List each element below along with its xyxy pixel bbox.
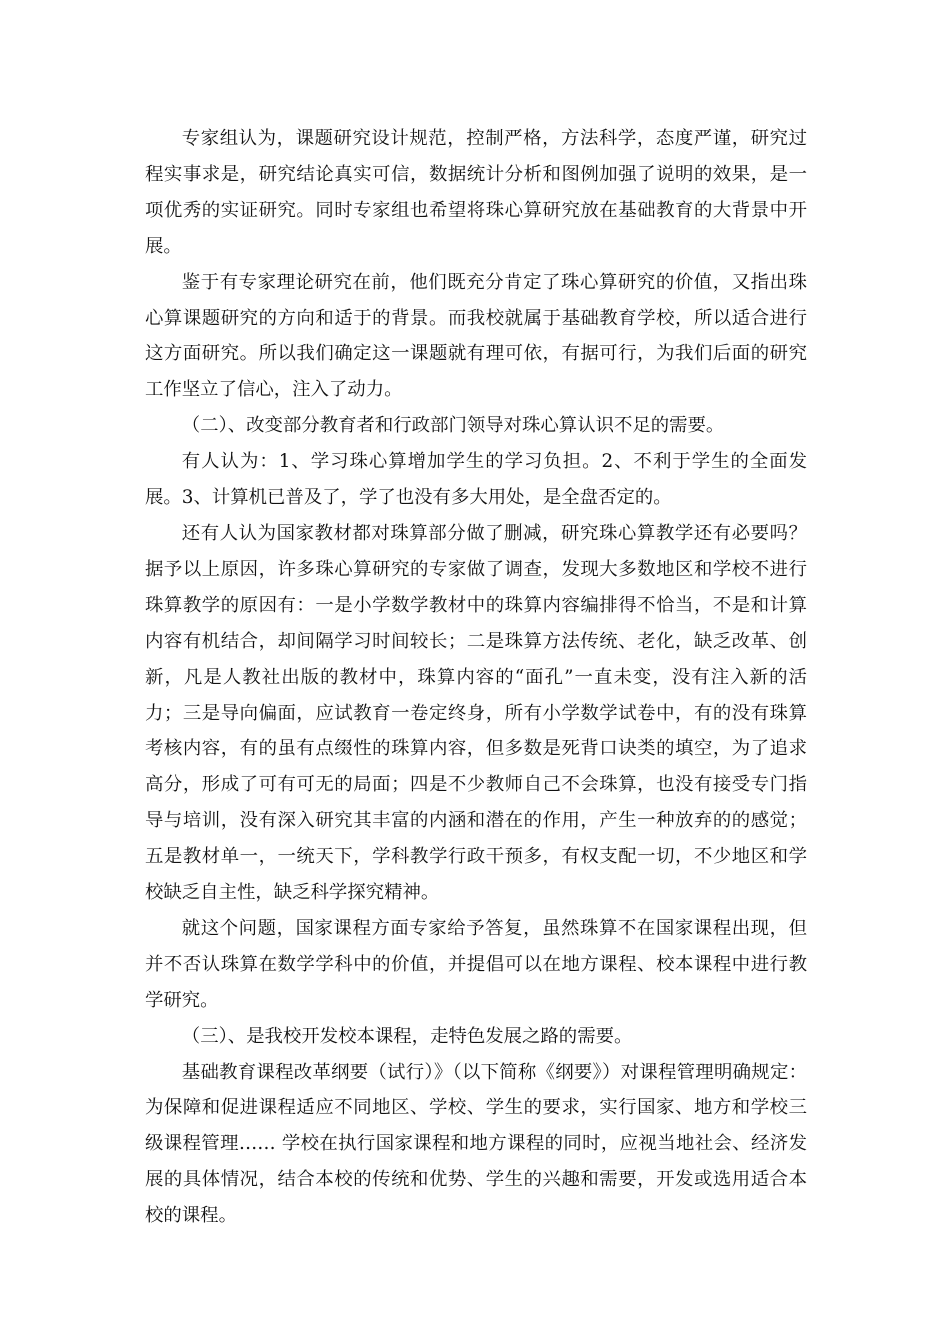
section-heading-2: （二）、改变部分教育者和行政部门领导对珠心算认识不足的需要。 — [181, 415, 725, 437]
paragraph-national-reply: 就这个问题，国家课程方面专家给予答复，虽然珠算不在国家课程出现，但并不否认珠算在数学学科中的价值，并提倡可以在地方课程、校本课程中进行教学研究。 — [145, 917, 807, 1011]
paragraph-curriculum-outline: 基础教育课程改革纲要（试行）》（以下简称《纲要》）对课程管理明确规定：为保障和促进课程适应不同地区、学校、学生的要求，实行国家、地方和学校三级课程管理…… 学校在执行国家课程和地方课程的同时，应视当地社会、经济发展的具体情况，结合本校的传统和优势、学生的兴趣和需要，开发或选用适合本校的课程。 — [145, 1061, 807, 1227]
paragraph-expert-theory: 鉴于有专家理论研究在前，他们既充分肯定了珠心算研究的价值，又指出珠心算课题研究的方向和适于的背景。而我校就属于基础教育学校，所以适合进行这方面研究。所以我们确定这一课题就有理可依，有据可行，为我们后面的研究工作坚立了信心，注入了动力。 — [145, 271, 807, 401]
section-heading-3: （三）、是我校开发校本课程，走特色发展之路的需要。 — [181, 1025, 633, 1047]
paragraph-some-people: 有人认为：1、学习珠心算增加学生的学习负担。2、不利于学生的全面发展。3、计算机已普及了，学了也没有多大用处，是全盘否定的。 — [145, 451, 807, 509]
paragraph-expert-opinion: 专家组认为，课题研究设计规范，控制严格，方法科学，态度严谨，研究过程实事求是，研究结论真实可信，数据统计分析和图例加强了说明的效果，是一项优秀的实证研究。同时专家组也希望将珠心算研究放在基础教育的大背景中开展。 — [145, 128, 807, 257]
document-body — [145, 121, 807, 1234]
paragraph-reasons: 还有人认为国家教材都对珠算部分做了删减，研究珠心算教学还有必要吗？据予以上原因，许多珠心算研究的专家做了调查，发现大多数地区和学校不进行珠算教学的原因有：一是小学数学教材中的珠算内容编排得不恰当，不是和计算内容有机结合，却间隔学习时间较长；二是珠算方法传统、老化，缺乏改革、创新，凡是人教社出版的教材中，珠算内容的“面孔”一直未变，没有注入新的活力；三是导向偏面，应试教育一卷定终身，所有小学数学试卷中，有的没有珠算考核内容，有的虽有点缀性的珠算内容，但多数是死背口诀类的填空，为了追求高分，形成了可有可无的局面；四是不少教师自己不会珠算，也没有接受专门指导与培训，没有深入研究其丰富的内涵和潜在的作用，产生一种放弃的的感觉；五是教材单一，一统天下，学科教学行政干预多，有权支配一切，不少地区和学校缺乏自主性，缺乏科学探究精神。 — [145, 522, 807, 904]
